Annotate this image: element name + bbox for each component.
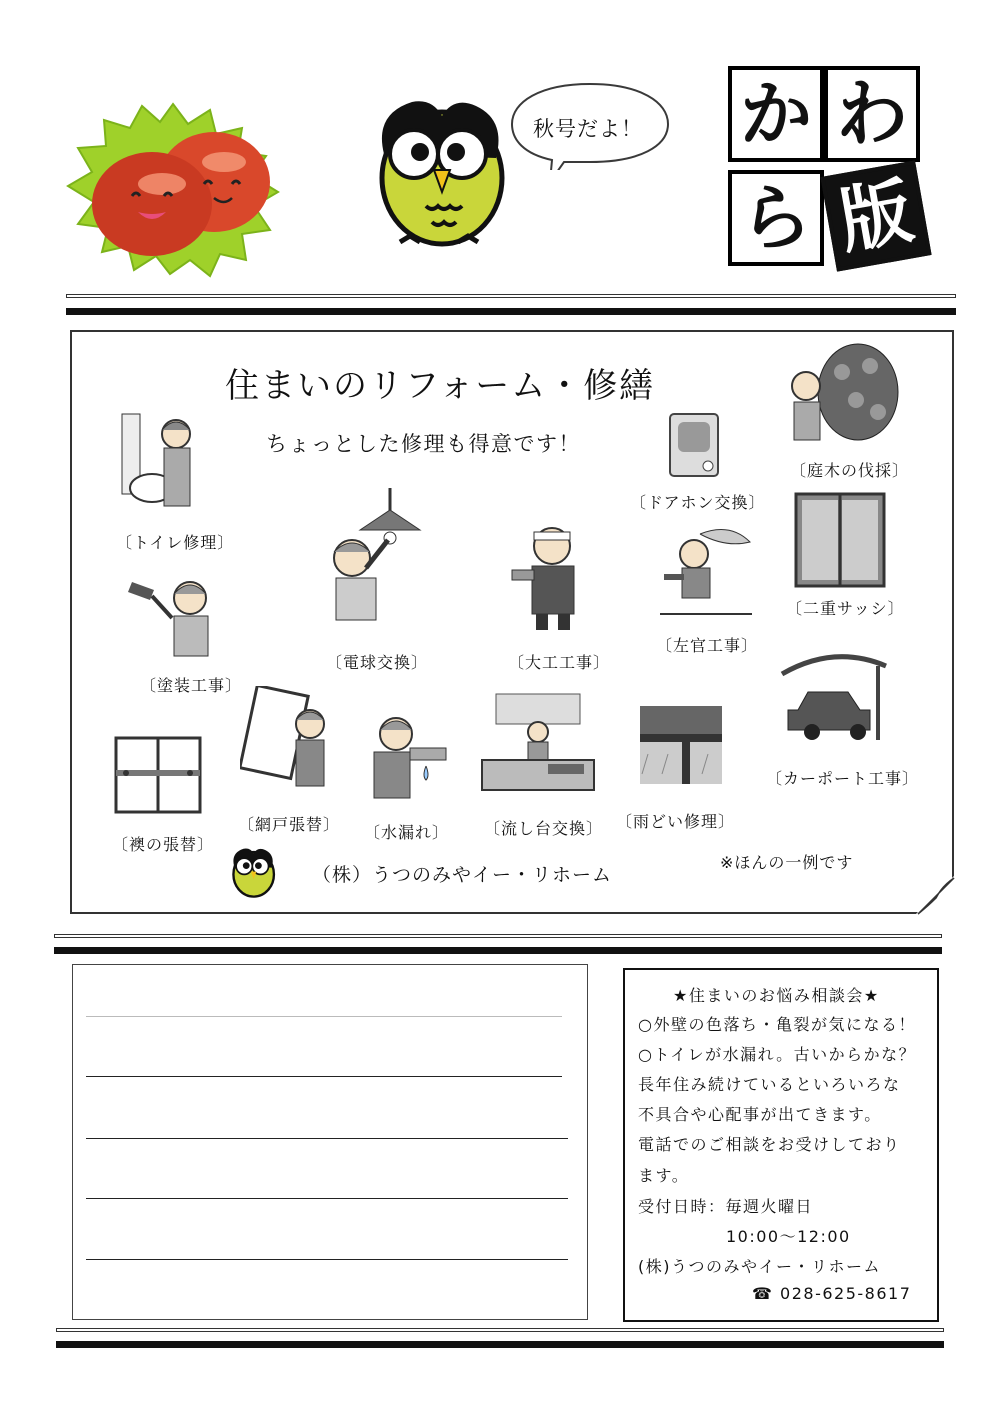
carport-illustration — [778, 640, 890, 744]
bulb-replacement-illustration — [326, 488, 422, 624]
service-label: 〔電球交換〕 — [326, 653, 429, 672]
writing-box — [72, 964, 588, 1320]
owl-icon — [370, 94, 510, 254]
title-char-2: わ — [824, 66, 920, 162]
service-label: 〔庭木の伐採〕 — [790, 461, 910, 480]
consultation-title: ★住まいのお悩み相談会★ — [673, 986, 880, 1005]
double-sash-illustration — [794, 492, 886, 588]
reception-time: 10:00～12:00 — [726, 1227, 851, 1246]
service-label: 〔大工工事〕 — [508, 653, 611, 672]
service-label: 〔左官工事〕 — [656, 636, 759, 655]
service-label: 〔雨どい修理〕 — [616, 812, 736, 831]
carpentry-illustration — [510, 520, 588, 632]
title-char-3: ら — [728, 170, 824, 266]
divider — [56, 1341, 944, 1348]
writing-line — [86, 1138, 568, 1139]
speech-bubble-text: 秋号だよ！ — [533, 117, 643, 141]
service-label: 〔襖の張替〕 — [112, 835, 215, 854]
consultation-line: 不具合や心配事が出てきます。 — [638, 1105, 882, 1124]
example-note: ※ほんの一例です — [720, 853, 854, 872]
service-label: 〔塗装工事〕 — [140, 676, 243, 695]
title-char-4: 版 — [820, 160, 931, 271]
toilet-repair-illustration — [118, 408, 200, 516]
divider — [66, 294, 956, 298]
service-label: 〔二重サッシ〕 — [786, 599, 905, 618]
sink-replacement-illustration — [476, 692, 600, 796]
consultation-line: 長年住み続けているといろいろな — [638, 1075, 901, 1094]
services-heading: 住まいのリフォーム・修繕 — [225, 366, 656, 406]
door-phone-illustration — [668, 412, 720, 478]
gutter-repair-illustration — [638, 704, 724, 786]
phone-icon: ☎ — [752, 1284, 774, 1303]
owl-icon — [228, 846, 278, 900]
phone-number: 028-625-8617 — [780, 1284, 912, 1303]
chestnut-icon — [64, 100, 282, 278]
consultation-company: (株)うつのみやイー・リホーム — [638, 1257, 881, 1276]
divider — [56, 1328, 944, 1332]
consultation-line: 電話でのご相談をお受けしており — [638, 1135, 901, 1154]
service-label: 〔ドアホン交換〕 — [630, 493, 766, 512]
writing-line — [86, 1198, 568, 1199]
reception-label: 受付日時：毎週火曜日 — [638, 1197, 814, 1216]
title-char-1: か — [728, 66, 824, 162]
screen-door-illustration — [240, 686, 332, 792]
service-label: 〔水漏れ〕 — [364, 823, 450, 842]
writing-line — [86, 1076, 562, 1077]
fusuma-illustration — [114, 736, 202, 814]
service-label: 〔網戸張替〕 — [238, 815, 341, 834]
consultation-line: ます。 — [638, 1166, 690, 1185]
divider — [54, 934, 942, 938]
service-label: 〔カーポート工事〕 — [766, 769, 920, 788]
writing-line — [86, 1259, 568, 1260]
writing-line — [86, 1016, 562, 1017]
tree-cutting-illustration — [786, 342, 900, 444]
painting-illustration — [126, 562, 222, 666]
service-label: 〔流し台交換〕 — [484, 819, 604, 838]
water-leak-illustration — [366, 708, 452, 804]
company-name: （株）うつのみやイー・リホーム — [312, 864, 613, 886]
phone-row — [752, 1284, 911, 1303]
divider — [66, 308, 956, 315]
plastering-illustration — [660, 524, 752, 618]
page-curl — [916, 876, 956, 916]
consultation-line: ○外壁の色落ち・亀裂が気になる！ — [638, 1015, 916, 1034]
masthead-title — [728, 66, 928, 266]
services-subheading: ちょっとした修理も得意です！ — [266, 432, 581, 456]
service-label: 〔トイレ修理〕 — [116, 533, 235, 552]
divider — [54, 947, 942, 954]
consultation-line: ○トイレが水漏れ。古いからかな？ — [638, 1045, 917, 1064]
